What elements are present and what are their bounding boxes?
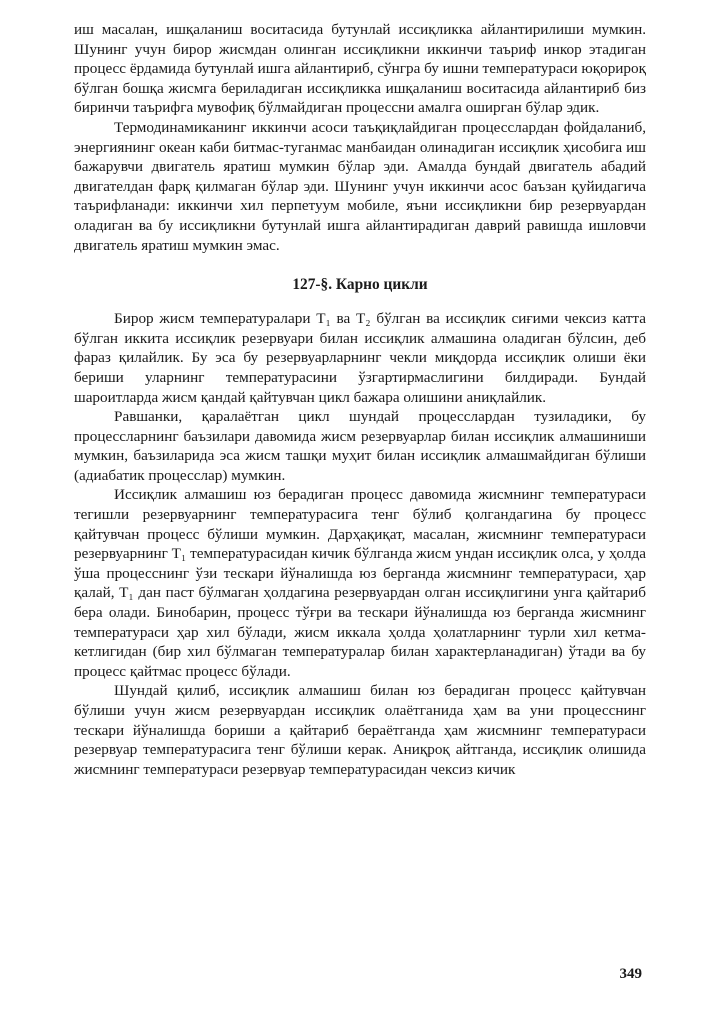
section-heading: 127-§. Карно цикли xyxy=(292,276,428,294)
page-text-block xyxy=(74,20,646,779)
page-number: 349 xyxy=(619,966,642,982)
paragraph-body-3: Иссиқлик алмашиш юз берадиган процесс давомида жисмнинг температураси тегишли резервуарнинг температурасига тенг бўлиб қолгандагина бу процесс қайтувчан процесс бўлиши мумкин. Дарҳақиқат, масалан, жисмнинг температураси резервуарнинг T₁ температурасидан кичик бўлганда жисм ундан иссиқлик олса, у ҳолда ўша процесснинг ўзи тескари йўналишда юз берганда жисмнинг температураси, ҳар қалай, T₁ дан паст бўлмаган ҳолдагина резервуардан олган иссиқлигини унга қайтариб бера олади. Бинобарин, процесс тўғри ва тескари йўналишда юз берганда жисмнинг температураси ҳар хил бўлади, жисм иккала ҳолда ҳолатларнинг турли хил кетма-кетлигидан (бир хил бўлмаган температуралар билан характерланадиган) ўтади ва бу процесс қайтмас процесс бўлади. xyxy=(74,486,646,680)
paragraph-body-4: Шундай қилиб, иссиқлик алмашиш билан юз берадиган процесс қайтувчан бўлиши учун жисм резервуардан иссиқлик олаётганида ҳам ва уни процесснинг тескари йўналишда бориши а қайтариб бераётганда ҳам жисмнинг температураси резервуар температурасига тенг бўлиши керак. Аниқроқ айтганда, иссиқлик олишида жисмнинг температураси резервуар температурасидан чексиз кичик xyxy=(74,682,646,778)
paragraph-thermodynamics: Термодинамиканинг иккинчи асоси таъқиқлайдиган процесслардан фойдаланиб, энергиянинг океан каби битмас-туганмас манбаидан олинадиган иссиқлик ҳисобига иш бажарувчи двигатель яратиш мумкин бўлар эди. Амалда бундай двигатель абадий двигателдан фарқ қилмаган бўлар эди. Шунинг учун иккинчи асос баъзан қуйидагича таърифланади: иккинчи хил перпетуум мобиле, яъни иссиқликни бир резервуардан оладиган ва бу иссиқликни бутунлай ишга айлантирадиган даврий равишда ишловчи двигатель яратиш мумкин эмас. xyxy=(74,118,646,254)
paragraph-body-1: Бирор жисм температуралари T₁ ва T₂ бўлган ва иссиқлик сиғими чексиз катта бўлган иккита иссиқлик резервуари билан иссиқлик алмашина оладиган бўлсин, деб фараз қилайлик. Бу эса бу резервуарларнинг чекли миқдорда иссиқлик олиши ёки бериши уларнинг температурасини ўзгартирмаслигини билдиради. Бундай шароитларда жисм қандай қайтувчан цикл бажара олишини аниқлайлик. xyxy=(74,310,646,406)
paragraph-body-2: Равшанки, қаралаётган цикл шундай процесслардан тузиладики, бу процессларнинг баъзилари давомида жисм резервуарлар билан иссиқлик алмашиниши мумкин, баъзиларида эса жисм ташқи муҳит билан иссиқлик алмашмайдиган бўлиши (адиабатик процесслар) мумкин. xyxy=(74,408,646,484)
paragraph-continuation: иш масалан, ишқаланиш воситасида бутунлай иссиқликка айлантирилиши мумкин. Шунинг учун бирор жисмдан олинган иссиқликни иккинчи таъриф инкор этадиган процесс ёрдамида бутунлай ишга айлантириб, сўнгра бу ишни температураси юқорироқ бўлган бошқа жисмга бериладиган иссиқликка ишқаланиш воситасида айлантириб биз биринчи таърифга мувофиқ бўлмайдиган процессни амалга оширган бўлар эдик. xyxy=(74,21,646,117)
